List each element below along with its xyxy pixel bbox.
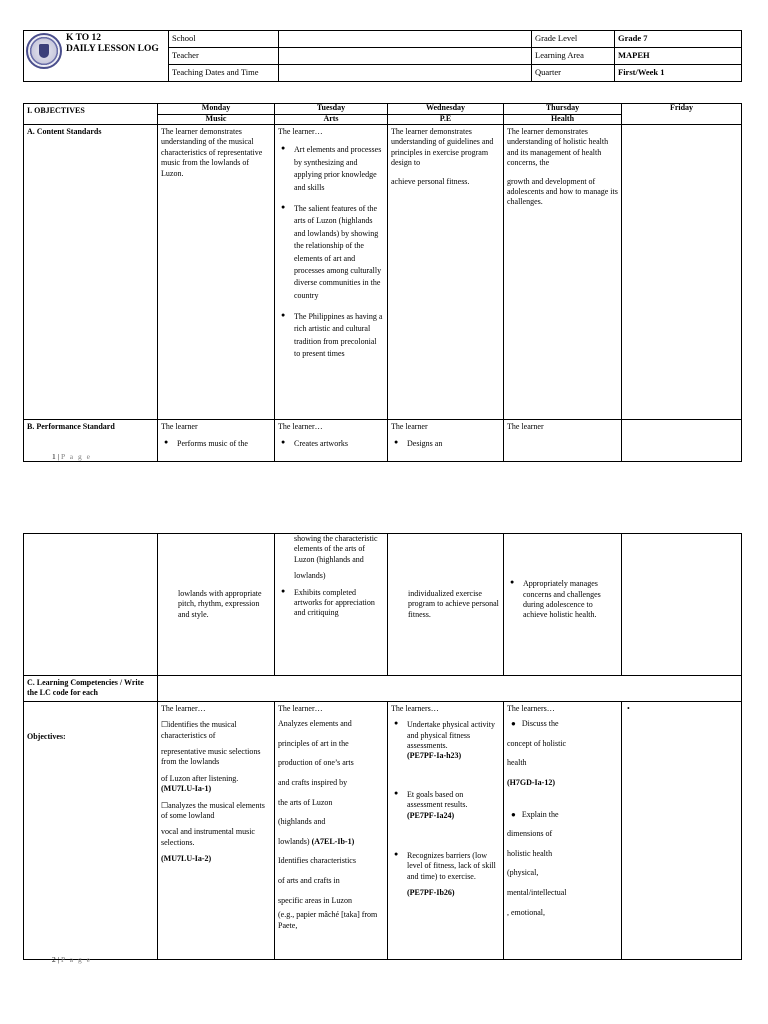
content-standards-health: [504, 125, 622, 420]
arts-intro: The learner…: [278, 127, 323, 136]
performance-health-cont: [504, 534, 622, 676]
lc-code: (MU7LU-Ia-1): [161, 784, 212, 794]
lc-code: (MU7LU-Ia-2): [161, 854, 212, 864]
objectives-cell: [24, 701, 158, 959]
performance-friday: [622, 420, 742, 462]
lc-code: (PE7PF-Ia-h23): [407, 751, 462, 761]
content-standards-music: The learner demonstrates understanding of the musical characteristics of representative music from the lowlands of Luzon.: [158, 125, 275, 420]
learning-area-value: MAPEH: [615, 48, 742, 65]
list-item: ● The salient features of the arts of Luzon (highlands and lowlands) by showing the relationship of the elements of art and processes among culturally diverse communities in the country: [278, 203, 384, 302]
objectives-label: Objectives:: [27, 731, 66, 741]
page-number-1: 1 | P a g e: [52, 452, 92, 461]
friday-header: Friday: [622, 104, 742, 125]
objectives-header: I. OBJECTIVES: [24, 104, 158, 125]
dates-label: Teaching Dates and Time: [169, 65, 279, 82]
title-line1: K TO 12: [66, 33, 102, 43]
thursday-header: Thursday: [504, 104, 622, 115]
music-subheader: Music: [158, 115, 275, 125]
competencies-arts: The learner… Analyzes elements and principles of art in the production of one’s arts and crafts inspired by the arts of Luzon (highlands and lowlands) (A7EL-Ib-1) Identifies characteristics of arts and crafts in specific areas in Luzon (e.g., papier mâché [taka] from Paete,: [275, 701, 388, 959]
list-item: ● Exhibits completed artworks for appreciation and critiquing: [278, 588, 384, 619]
list-item: ● Undertake physical activity and physical fitness assessments. (PE7PF-Ia-h23): [391, 720, 500, 762]
health-subheader: Health: [504, 115, 622, 125]
objectives-table-page1: [23, 103, 742, 462]
performance-arts-cont: showing the characteristic elements of the arts of Luzon (highlands and lowlands) ● Exhibits completed artworks for appreciation and critiquing: [275, 534, 388, 676]
performance-music-cont: lowlands with appropriate pitch, rhythm, expression and style.: [158, 534, 275, 676]
performance-health: The learner: [504, 420, 622, 462]
grade-level-value: Grade 7: [615, 31, 742, 48]
performance-arts: The learner… ● Creates artworks: [275, 420, 388, 462]
deped-seal-icon: [26, 33, 62, 69]
content-standards-label: A. Content Standards: [24, 125, 158, 420]
logo-cell: [24, 31, 169, 82]
grade-level-label: Grade Level: [532, 31, 615, 48]
list-item: ● Explain the: [511, 809, 559, 819]
lc-code: (H7GD-Ia-12): [507, 777, 555, 787]
learning-area-label: Learning Area: [532, 48, 615, 65]
health-line1: The learner demonstrates understanding of holistic health and its management of health concerns, the: [507, 127, 609, 168]
competencies-friday: •: [622, 701, 742, 959]
quarter-label: Quarter: [532, 65, 615, 82]
competencies-music: The learner… ☐identifies the musical characteristics of representative music selections from the lowlands of Luzon after listening. (MU7LU-Ia-1) ☐analyzes the musical elements of some lowland vocal and instrumental music selections. (MU7LU-Ia-2): [158, 701, 275, 959]
tuesday-header: Tuesday: [275, 104, 388, 115]
school-value[interactable]: [279, 31, 532, 48]
health-line2: growth and development of adolescents and how to manage its challenges.: [507, 176, 618, 207]
performance-pe: The learner ● Designs an: [388, 420, 504, 462]
arts-subheader: Arts: [275, 115, 388, 125]
title-line2: DAILY LESSON LOG: [66, 43, 159, 54]
content-standards-friday: [622, 125, 742, 420]
page-number-2: 2 | P a g e: [52, 955, 92, 964]
header-table: [23, 30, 742, 82]
list-item: ● Art elements and processes by synthesizing and applying prior knowledge and skills: [278, 144, 384, 194]
quarter-value: First/Week 1: [615, 65, 742, 82]
wednesday-header: Wednesday: [388, 104, 504, 115]
list-item: ● Appropriately manages concerns and challenges during adolescence to achieve holistic health.: [507, 579, 618, 621]
content-standards-pe: [388, 125, 504, 420]
lc-code: (PE7PF-Ib26): [407, 888, 455, 898]
pe-line2: achieve personal fitness.: [391, 176, 470, 186]
lc-code: (PE7PF-Ia24): [407, 810, 455, 820]
school-label: School: [169, 31, 279, 48]
performance-friday-cont: [622, 534, 742, 676]
objectives-table-page2: [23, 533, 742, 960]
list-item: ● Discuss the: [511, 719, 559, 729]
teacher-label: Teacher: [169, 48, 279, 65]
competencies-health: The learners… ● Discuss the concept of holistic health (H7GD-Ia-12) ● Explain the dimensions of holistic health (physical, mental/intellectual , emotional,: [504, 701, 622, 959]
lc-code: (A7EL-Ib-1): [311, 836, 355, 846]
performance-label-cont: [24, 534, 158, 676]
list-item: ● Performs music of the: [161, 439, 271, 449]
list-item: ● Designs an: [391, 439, 500, 449]
list-item: ● The Philippines as having a rich artistic and cultural tradition from precolonial to present times: [278, 311, 384, 361]
performance-pe-cont: individualized exercise program to achieve personal fitness.: [388, 534, 504, 676]
learning-competencies-label: C. Learning Competencies / Write the LC code for each: [24, 676, 158, 702]
pe-line1: The learner demonstrates understanding of guidelines and principles in exercise program design to: [391, 127, 494, 168]
performance-music: The learner ● Performs music of the: [158, 420, 275, 462]
teacher-value[interactable]: [279, 48, 532, 65]
list-item: ● Et goals based on assessment results. (PE7PF-Ia24): [391, 790, 500, 821]
pe-subheader: P.E: [388, 115, 504, 125]
monday-header: Monday: [158, 104, 275, 115]
content-standards-arts: [275, 125, 388, 420]
dates-value[interactable]: [279, 65, 532, 82]
list-item: ● Recognizes barriers (low level of fitness, lack of skill and time) to exercise. (PE7PF-Ib26): [391, 851, 500, 899]
list-item: ● Creates artworks: [278, 439, 384, 449]
competencies-pe: The learners… ● Undertake physical activity and physical fitness assessments. (PE7PF-Ia-h23) ● Et goals based on assessment results. (PE7PF-Ia24) ● Recognizes barriers (low level of fitness, lack of skill and time) to exercise. (PE7PF-Ib26): [388, 701, 504, 959]
performance-standard-label: B. Performance Standard: [24, 420, 158, 462]
